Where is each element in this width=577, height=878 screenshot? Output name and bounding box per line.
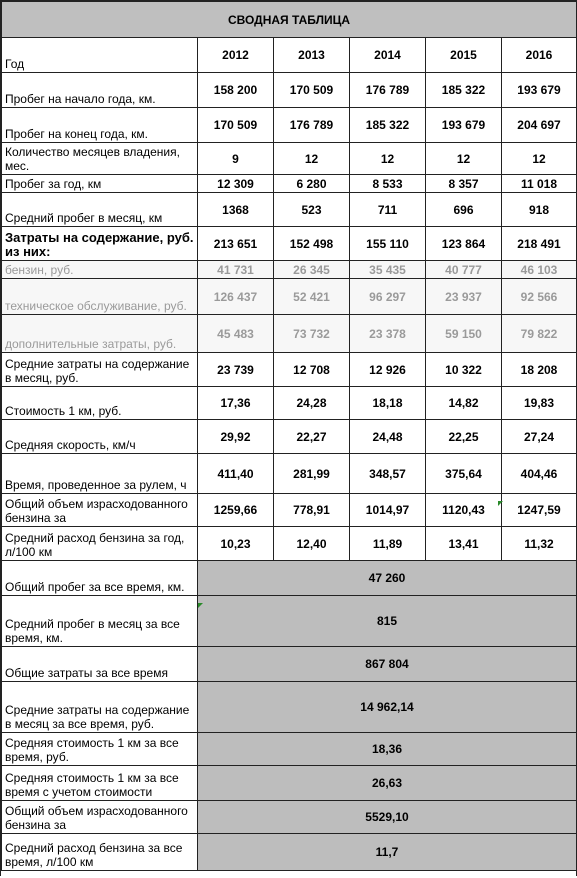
- row-label[interactable]: Стоимость 1 км, руб.: [2, 387, 198, 420]
- table-row: [2, 227, 577, 261]
- value-cell[interactable]: 12 926: [350, 353, 426, 387]
- value-cell[interactable]: 29,92: [198, 420, 274, 454]
- summary-row: [2, 596, 577, 647]
- summary-value[interactable]: 867 804: [198, 647, 577, 682]
- row-label[interactable]: Пробег за год, км: [2, 175, 198, 193]
- value-cell[interactable]: 158 200: [198, 73, 274, 108]
- summary-label[interactable]: Общий объем израсходованного бензина за: [2, 801, 198, 834]
- value-cell[interactable]: 185 322: [350, 108, 426, 143]
- value-cell[interactable]: 18,18: [350, 387, 426, 420]
- summary-row: [2, 733, 577, 766]
- value-cell[interactable]: 523: [274, 193, 350, 227]
- summary-label[interactable]: Средняя стоимость 1 км за все время с учетом стоимости: [2, 766, 198, 801]
- header-row: [2, 38, 577, 73]
- year-2012[interactable]: 2012: [198, 38, 274, 73]
- value-cell[interactable]: 79 822: [502, 315, 577, 353]
- value-cell[interactable]: 375,64: [426, 454, 502, 494]
- value-cell[interactable]: 12: [274, 143, 350, 175]
- row-label[interactable]: Пробег на начало года, км.: [2, 73, 198, 108]
- value-cell[interactable]: 26 345: [274, 261, 350, 279]
- value-cell[interactable]: 8 357: [426, 175, 502, 193]
- summary-row: [2, 682, 577, 733]
- value-cell[interactable]: 96 297: [350, 279, 426, 315]
- value-cell[interactable]: 18 208: [502, 353, 577, 387]
- value-cell[interactable]: 23 937: [426, 279, 502, 315]
- value-cell[interactable]: 170 509: [274, 73, 350, 108]
- value-cell[interactable]: 11,32: [502, 527, 577, 561]
- summary-value[interactable]: 5529,10: [198, 801, 577, 834]
- value-cell[interactable]: 9: [198, 143, 274, 175]
- summary-label[interactable]: Средний пробег в месяц за все время, км.: [2, 596, 198, 647]
- row-label[interactable]: Средние затраты на содержание в месяц, руб.: [2, 353, 198, 387]
- summary-label[interactable]: Средние затраты на содержание в месяц за все время, руб.: [2, 682, 198, 733]
- summary-value[interactable]: 14 962,14: [198, 682, 577, 733]
- row-label[interactable]: Пробег на конец года, км.: [2, 108, 198, 143]
- value-cell[interactable]: 193 679: [426, 108, 502, 143]
- value-cell[interactable]: 176 789: [274, 108, 350, 143]
- value-cell[interactable]: 11,89: [350, 527, 426, 561]
- row-label[interactable]: Общий объем израсходованного бензина за: [2, 494, 198, 527]
- value-cell[interactable]: 40 777: [426, 261, 502, 279]
- value-cell[interactable]: 185 322: [426, 73, 502, 108]
- value-cell[interactable]: 13,41: [426, 527, 502, 561]
- value-cell[interactable]: 27,24: [502, 420, 577, 454]
- value-cell[interactable]: 12: [426, 143, 502, 175]
- value-cell[interactable]: 411,40: [198, 454, 274, 494]
- row-label[interactable]: дополнительные затраты, руб.: [2, 315, 198, 353]
- value-cell[interactable]: 1247,59: [502, 494, 577, 527]
- value-cell[interactable]: 213 651: [198, 227, 274, 261]
- summary-row: [2, 647, 577, 682]
- value-cell[interactable]: 193 679: [502, 73, 577, 108]
- value-cell[interactable]: 778,91: [274, 494, 350, 527]
- value-cell[interactable]: 59 150: [426, 315, 502, 353]
- value-cell[interactable]: 12,40: [274, 527, 350, 561]
- value-cell[interactable]: 22,27: [274, 420, 350, 454]
- value-cell[interactable]: 218 491: [502, 227, 577, 261]
- summary-table: [1, 1, 577, 871]
- value-cell[interactable]: 711: [350, 193, 426, 227]
- value-cell[interactable]: 204 697: [502, 108, 577, 143]
- year-2013[interactable]: 2013: [274, 38, 350, 73]
- summary-row: [2, 834, 577, 871]
- summary-value[interactable]: 11,7: [198, 834, 577, 871]
- summary-label[interactable]: Общие затраты за все время: [2, 647, 198, 682]
- comment-marker: [498, 501, 503, 506]
- value-cell[interactable]: 11 018: [502, 175, 577, 193]
- year-2016[interactable]: 2016: [502, 38, 577, 73]
- table-row: [2, 73, 577, 108]
- year-2015[interactable]: 2015: [426, 38, 502, 73]
- table-row: [2, 494, 577, 527]
- value-cell[interactable]: 281,99: [274, 454, 350, 494]
- value-cell[interactable]: 176 789: [350, 73, 426, 108]
- table-row: [2, 454, 577, 494]
- value-cell[interactable]: 12 708: [274, 353, 350, 387]
- row-label[interactable]: Средняя скорость, км/ч: [2, 420, 198, 454]
- value-cell[interactable]: 24,28: [274, 387, 350, 420]
- value-cell[interactable]: 52 421: [274, 279, 350, 315]
- table-row: [2, 143, 577, 175]
- year-2014[interactable]: 2014: [350, 38, 426, 73]
- table-row: [2, 353, 577, 387]
- value-cell[interactable]: 123 864: [426, 227, 502, 261]
- value-cell[interactable]: 6 280: [274, 175, 350, 193]
- value-cell[interactable]: 41 731: [198, 261, 274, 279]
- table-row: [2, 527, 577, 561]
- value-cell[interactable]: 8 533: [350, 175, 426, 193]
- value-cell[interactable]: 170 509: [198, 108, 274, 143]
- value-cell[interactable]: 45 483: [198, 315, 274, 353]
- value-cell[interactable]: 24,48: [350, 420, 426, 454]
- value-cell[interactable]: 23 378: [350, 315, 426, 353]
- value-cell[interactable]: 46 103: [502, 261, 577, 279]
- summary-value[interactable]: 26,63: [198, 766, 577, 801]
- value-cell[interactable]: 918: [502, 193, 577, 227]
- value-cell[interactable]: 35 435: [350, 261, 426, 279]
- value-cell[interactable]: 12: [350, 143, 426, 175]
- value-cell[interactable]: 348,57: [350, 454, 426, 494]
- value-cell[interactable]: 23 739: [198, 353, 274, 387]
- table-row: [2, 261, 577, 279]
- table-row: [2, 420, 577, 454]
- table-row: [2, 387, 577, 420]
- value-cell[interactable]: 1014,97: [350, 494, 426, 527]
- value-cell[interactable]: 92 566: [502, 279, 577, 315]
- table-row: [2, 175, 577, 193]
- summary-value[interactable]: 18,36: [198, 733, 577, 766]
- year-label[interactable]: Год: [2, 38, 198, 73]
- table-title[interactable]: СВОДНАЯ ТАБЛИЦА: [2, 2, 577, 38]
- table-row: [2, 193, 577, 227]
- value-cell[interactable]: 696: [426, 193, 502, 227]
- value-cell[interactable]: 1120,43: [426, 494, 502, 527]
- value-cell[interactable]: 22,25: [426, 420, 502, 454]
- row-label[interactable]: Количество месяцев владения, мес.: [2, 143, 198, 175]
- row-label[interactable]: Время, проведенное за рулем, ч: [2, 454, 198, 494]
- row-label[interactable]: бензин, руб.: [2, 261, 198, 279]
- summary-label[interactable]: Средний расход бензина за все время, л/100 км: [2, 834, 198, 871]
- table-row: [2, 108, 577, 143]
- comment-marker: [198, 603, 203, 608]
- value-cell[interactable]: 12 309: [198, 175, 274, 193]
- value-cell[interactable]: 1259,66: [198, 494, 274, 527]
- row-label[interactable]: Средний пробег в месяц, км: [2, 193, 198, 227]
- summary-label[interactable]: Средняя стоимость 1 км за все время, руб.: [2, 733, 198, 766]
- row-label[interactable]: техническое обслуживание, руб.: [2, 279, 198, 315]
- row-label[interactable]: Затраты на содержание, руб. из них:: [2, 227, 198, 261]
- table-row: [2, 279, 577, 315]
- summary-row: [2, 766, 577, 801]
- summary-row: [2, 801, 577, 834]
- value-cell[interactable]: 12: [502, 143, 577, 175]
- summary-row: [2, 561, 577, 596]
- value-cell[interactable]: 155 110: [350, 227, 426, 261]
- value-cell[interactable]: 126 437: [198, 279, 274, 315]
- value-cell[interactable]: 10,23: [198, 527, 274, 561]
- summary-label[interactable]: Общий пробег за все время, км.: [2, 561, 198, 596]
- table-row: [2, 315, 577, 353]
- value-cell[interactable]: 19,83: [502, 387, 577, 420]
- value-cell[interactable]: 404,46: [502, 454, 577, 494]
- value-cell[interactable]: 14,82: [426, 387, 502, 420]
- summary-value[interactable]: 815: [198, 596, 577, 647]
- value-cell[interactable]: 10 322: [426, 353, 502, 387]
- summary-value[interactable]: 47 260: [198, 561, 577, 596]
- value-cell[interactable]: 73 732: [274, 315, 350, 353]
- row-label[interactable]: Средний расход бензина за год, л/100 км: [2, 527, 198, 561]
- value-cell[interactable]: 17,36: [198, 387, 274, 420]
- value-cell[interactable]: 152 498: [274, 227, 350, 261]
- value-cell[interactable]: 1368: [198, 193, 274, 227]
- title-row: [2, 2, 577, 38]
